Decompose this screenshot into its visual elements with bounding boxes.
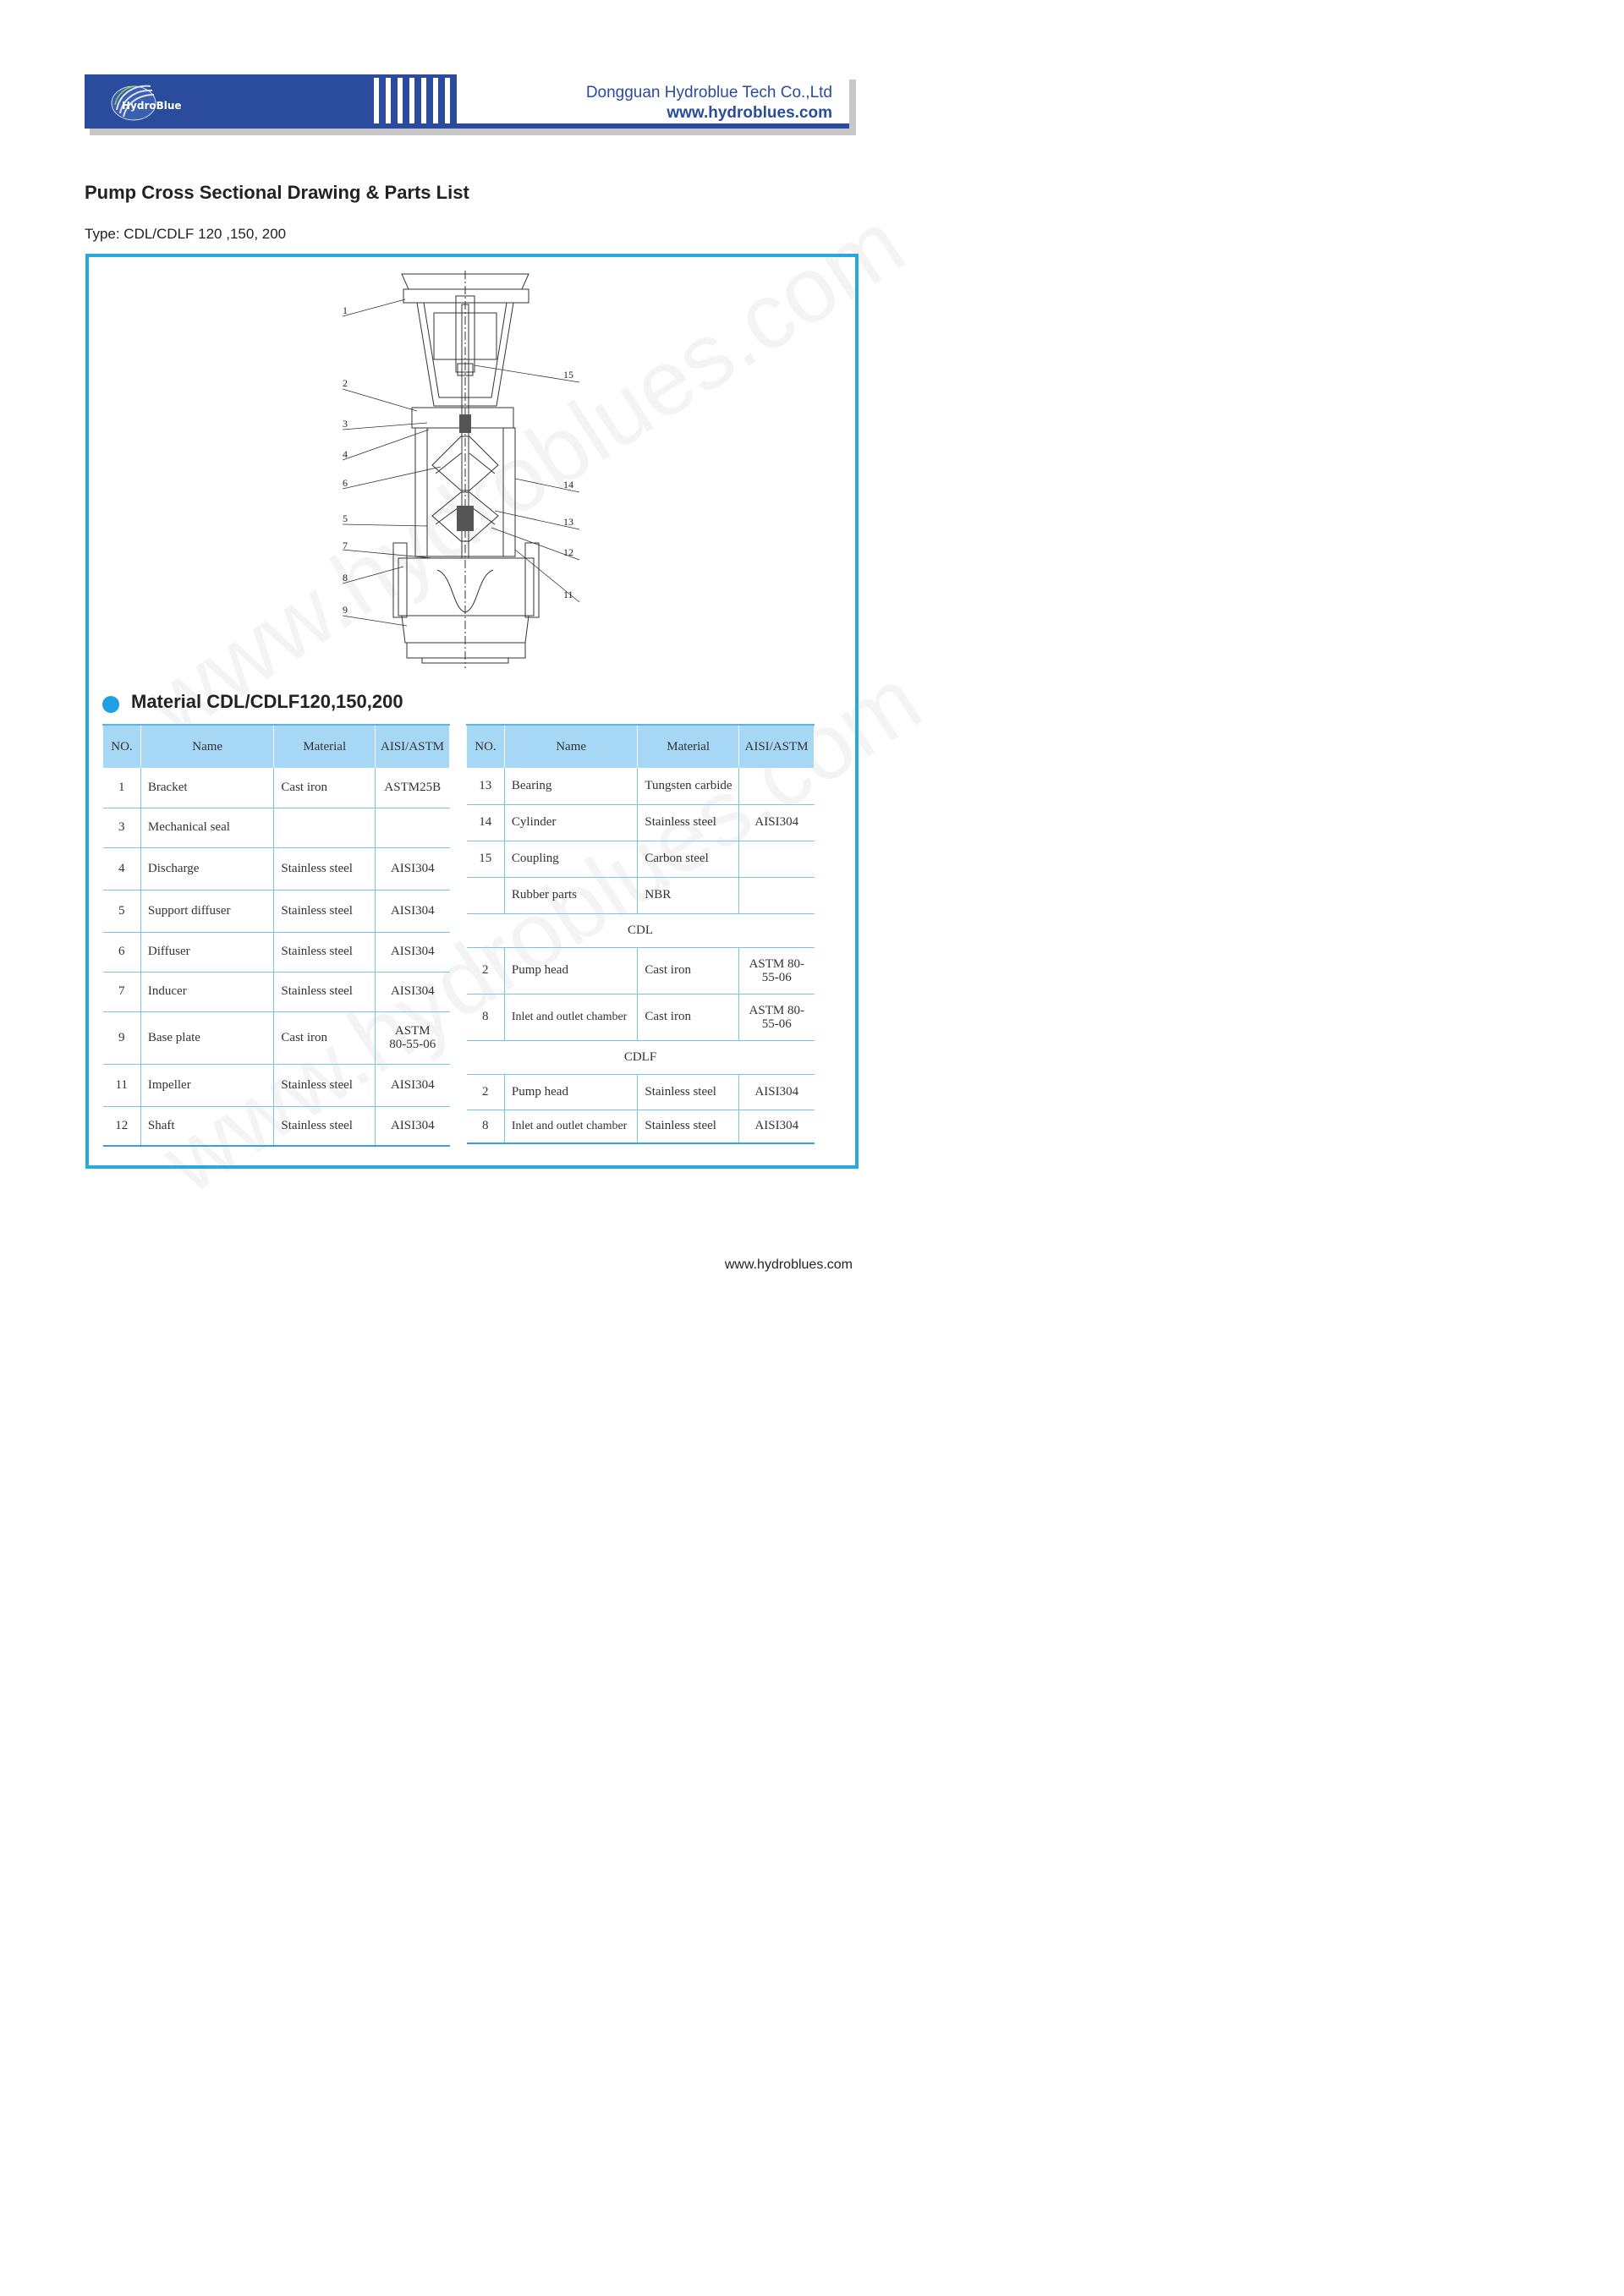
cell-aisi: [739, 877, 815, 913]
cell-name: Coupling: [504, 841, 637, 877]
cell-aisi: ASTM 80-55-06: [739, 947, 815, 994]
company-name: Dongguan Hydroblue Tech Co.,Ltd: [585, 84, 832, 101]
cell-material: [274, 808, 376, 847]
callout-14: 14: [563, 479, 573, 490]
table-row: [103, 1011, 450, 1064]
cell-material: Stainless steel: [274, 847, 376, 890]
cell-material: Carbon steel: [638, 841, 739, 877]
cell-aisi: [376, 808, 450, 847]
page-title: Pump Cross Sectional Drawing & Parts List: [85, 182, 469, 203]
table-row: [467, 994, 815, 1040]
cell-material: Stainless steel: [274, 972, 376, 1011]
cell-aisi: AISI304: [376, 1064, 450, 1106]
cell-no: 5: [103, 890, 141, 932]
col-header-name: Name: [140, 725, 274, 768]
table-row: [467, 1110, 815, 1143]
cell-no: 4: [103, 847, 141, 890]
company-website[interactable]: www.hydroblues.com: [667, 104, 832, 122]
cell-name: Mechanical seal: [140, 808, 274, 847]
cell-aisi: AISI304: [376, 932, 450, 972]
cell-aisi: AISI304: [739, 1110, 815, 1143]
header-stripes-icon: [370, 74, 464, 123]
cell-name: Support diffuser: [140, 890, 274, 932]
table-row: [103, 847, 450, 890]
cell-material: Stainless steel: [638, 804, 739, 841]
cell-aisi: [739, 768, 815, 804]
parts-table-left: [102, 724, 450, 1147]
cell-aisi: AISI304: [739, 1074, 815, 1110]
cell-name: Cylinder: [504, 804, 637, 841]
cell-material: NBR: [638, 877, 739, 913]
cell-no: 2: [467, 947, 505, 994]
material-title: Material CDL/CDLF120,150,200: [131, 691, 403, 712]
col-header-name: Name: [504, 725, 637, 768]
table-row: [103, 890, 450, 932]
cell-name: Inlet and outlet chamber: [504, 1110, 637, 1143]
cell-no: 1: [103, 768, 141, 808]
table-row: [103, 932, 450, 972]
cell-name: Inlet and outlet chamber: [504, 994, 637, 1040]
cell-material: Stainless steel: [274, 932, 376, 972]
table-row: [103, 1106, 450, 1146]
cell-material: Cast iron: [638, 947, 739, 994]
header-bar: [85, 74, 849, 129]
cell-no: 11: [103, 1064, 141, 1106]
table-section-row: [467, 1040, 815, 1074]
col-header-no: NO.: [467, 725, 505, 768]
table-row: [467, 947, 815, 994]
col-header-no: NO.: [103, 725, 141, 768]
cell-material: Stainless steel: [274, 1064, 376, 1106]
table-row: [103, 808, 450, 847]
cell-aisi: [739, 841, 815, 877]
callout-15: 15: [563, 369, 573, 381]
cell-no: 14: [467, 804, 505, 841]
cell-aisi: ASTM 80-55-06: [739, 994, 815, 1040]
cell-name: Shaft: [140, 1106, 274, 1146]
callout-11: 11: [563, 589, 573, 600]
table-row: [103, 768, 450, 808]
cell-name: Bracket: [140, 768, 274, 808]
table-row: [467, 1074, 815, 1110]
callout-9: 9: [343, 604, 348, 616]
pump-type: Type: CDL/CDLF 120 ,150, 200: [85, 226, 287, 242]
company-block: [586, 83, 832, 123]
cell-material: Stainless steel: [638, 1110, 739, 1143]
table-row: [103, 972, 450, 1011]
cell-name: Pump head: [504, 947, 637, 994]
page-header: [85, 74, 853, 132]
table-row: [467, 768, 815, 804]
cell-name: Inducer: [140, 972, 274, 1011]
footer-website-link[interactable]: www.hydroblues.com: [724, 1258, 853, 1272]
col-header-material: Material: [274, 725, 376, 768]
cell-name: Diffuser: [140, 932, 274, 972]
callout-12: 12: [563, 546, 573, 558]
cell-aisi: ASTM25B: [376, 768, 450, 808]
cell-material: Cast iron: [638, 994, 739, 1040]
cell-material: Cast iron: [274, 1011, 376, 1064]
cell-no: 15: [467, 841, 505, 877]
table-section-row: [467, 913, 815, 947]
cell-no: 9: [103, 1011, 141, 1064]
table-header-row: [103, 725, 450, 768]
cell-aisi: AISI304: [376, 1106, 450, 1146]
bullet-dot-icon: [102, 696, 119, 713]
cell-no: 13: [467, 768, 505, 804]
cell-material: Stainless steel: [274, 1106, 376, 1146]
cell-no: 2: [467, 1074, 505, 1110]
cell-no: 8: [467, 994, 505, 1040]
callout-8: 8: [343, 572, 348, 584]
cell-aisi: AISI304: [376, 972, 450, 1011]
cell-no: [467, 877, 505, 913]
cell-aisi: AISI304: [376, 890, 450, 932]
cell-no: 6: [103, 932, 141, 972]
table-row: [467, 877, 815, 913]
cell-material: Tungsten carbide: [638, 768, 739, 804]
cell-name: Base plate: [140, 1011, 274, 1064]
table-row: [467, 804, 815, 841]
callout-3: 3: [343, 418, 348, 430]
cell-material: Cast iron: [274, 768, 376, 808]
cell-no: 7: [103, 972, 141, 1011]
cell-aisi: AISI304: [739, 804, 815, 841]
table-row: [467, 841, 815, 877]
cell-aisi: ASTM 80-55-06: [376, 1011, 450, 1064]
callout-5: 5: [343, 512, 348, 524]
cell-name: Bearing: [504, 768, 637, 804]
cell-no: 3: [103, 808, 141, 847]
section-label-cdl: CDL: [467, 913, 815, 947]
cell-name: Discharge: [140, 847, 274, 890]
cell-no: 8: [467, 1110, 505, 1143]
header-blue-band: [85, 74, 457, 123]
section-label-cdlf: CDLF: [467, 1040, 815, 1074]
table-header-row: [467, 725, 815, 768]
logo-text: HydroBlue: [122, 100, 182, 112]
callout-2: 2: [343, 377, 348, 389]
callout-13: 13: [563, 516, 573, 528]
cell-material: Stainless steel: [274, 890, 376, 932]
parts-table-right: [466, 724, 815, 1144]
callout-7: 7: [343, 540, 348, 551]
pump-cross-section-drawing: [334, 271, 588, 668]
callout-1: 1: [343, 304, 348, 316]
col-header-material: Material: [638, 725, 739, 768]
col-header-aisi: AISI/ASTM: [376, 725, 450, 768]
callout-4: 4: [343, 448, 348, 460]
cell-name: Rubber parts: [504, 877, 637, 913]
cell-name: Impeller: [140, 1064, 274, 1106]
callout-6: 6: [343, 477, 348, 489]
cell-name: Pump head: [504, 1074, 637, 1110]
cell-aisi: AISI304: [376, 847, 450, 890]
table-row: [103, 1064, 450, 1106]
cell-material: Stainless steel: [638, 1074, 739, 1110]
cell-no: 12: [103, 1106, 141, 1146]
col-header-aisi: AISI/ASTM: [739, 725, 815, 768]
